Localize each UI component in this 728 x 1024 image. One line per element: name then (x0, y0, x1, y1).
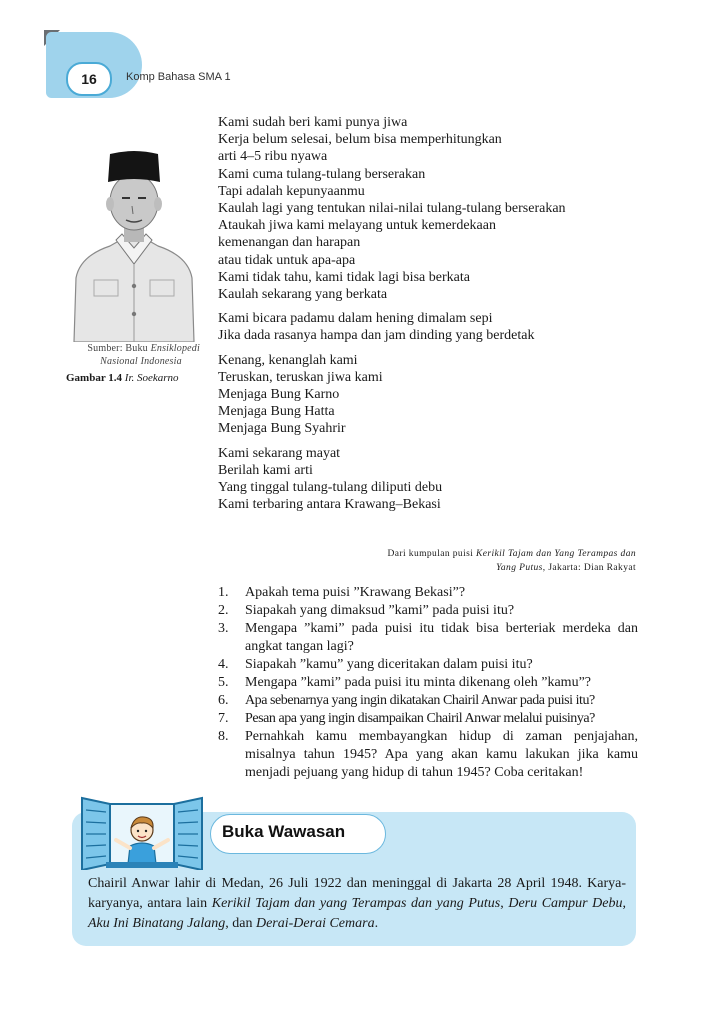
citation-book-cont: Yang Putus (496, 563, 543, 573)
question-text: Apakah tema puisi ”Krawang Bekasi”? (245, 585, 466, 600)
wawasan-work: Kerikil Tajam dan yang Terampas dan yang Putus (211, 896, 501, 911)
poem-line: Jika dada rasanya hampa dan jam dinding yang berdetak (218, 328, 535, 344)
poem-line: Kami sekarang mayat (218, 445, 341, 461)
poem-line: Kerja belum selesai, belum bisa memperhitungkan (218, 132, 502, 148)
wawasan-text (88, 874, 626, 934)
poem (218, 114, 658, 520)
question-number: 6. (218, 693, 229, 708)
question-number: 1. (218, 585, 229, 600)
question-number: 5. (218, 675, 229, 690)
book-title: Komp Bahasa SMA 1 (126, 71, 231, 83)
stanza (218, 310, 658, 344)
question-list (218, 584, 638, 782)
question-text: Apa sebenarnya yang ingin dikatakan Chairil Anwar pada puisi itu? (245, 693, 595, 708)
poem-line: Kami sudah beri kami punya jiwa (218, 115, 408, 130)
wawasan-work: Aku Ini Binatang Jalang (88, 916, 226, 931)
poem-line: Menjaga Bung Syahrir (218, 421, 346, 437)
question-item (218, 674, 638, 692)
wawasan-work: Derai-Derai Cemara (255, 916, 375, 931)
poem-line: Kaulah lagi yang tentukan nilai-nilai tulang-tulang berserakan (218, 201, 566, 217)
question-item (218, 656, 638, 674)
photo-source (66, 342, 200, 368)
wawasan-end: . (374, 916, 379, 931)
citation-book: Kerikil Tajam dan Yang Terampas dan (476, 549, 636, 559)
stanza (218, 352, 658, 438)
wawasan-separator: , dan (225, 916, 256, 931)
question-number: 2. (218, 603, 229, 618)
wawasan-title: Buka Wawasan (222, 822, 346, 841)
poem-line: Menjaga Bung Karno (218, 387, 340, 403)
question-text: Siapakah yang dimaksud ”kami” pada puisi itu? (245, 603, 515, 618)
wawasan-text-body: Chairil Anwar lahir di Medan, 26 Juli 1922 dan meninggal di Jakarta 28 April 1948. Karya-karyanya, antara lain (88, 876, 626, 911)
question-item (218, 602, 638, 620)
poem-line: Kami tidak tahu, kami tidak lagi bisa berkata (218, 269, 470, 285)
question-item (218, 710, 638, 728)
poem-line: Ataukah jiwa kami melayang untuk kemerdekaan (218, 218, 496, 234)
caption-label: Gambar 1.4 (66, 372, 123, 384)
poem-line: Kenang, kenanglah kami (218, 352, 358, 368)
question-number: 7. (218, 711, 229, 726)
question-item (218, 728, 638, 782)
source-prefix: Sumber: Buku (87, 343, 151, 354)
source-title: Ensiklopedi (150, 343, 200, 354)
figure-caption (66, 372, 179, 384)
poem-line: atau tidak untuk apa-apa (218, 252, 356, 268)
poem-line: Kami terbaring antara Krawang–Bekasi (218, 497, 441, 513)
citation-prefix: Dari kumpulan puisi (387, 549, 477, 559)
question-number: 3. (218, 621, 229, 636)
source-title-cont: Nasional Indonesia (100, 356, 182, 367)
poem-citation (218, 547, 636, 575)
citation-publisher: , Jakarta: Dian Rakyat (542, 563, 636, 573)
poem-line: arti 4–5 ribu nyawa (218, 149, 328, 165)
caption-text: Ir. Soekarno (124, 372, 179, 384)
poem-line: Kaulah sekarang yang berkata (218, 287, 388, 303)
poem-line: Yang tinggal tulang-tulang diliputi debu (218, 480, 443, 496)
stanza (218, 445, 658, 514)
stanza (218, 114, 658, 303)
question-text: Pesan apa yang ingin disampaikan Chairil Anwar melalui puisinya? (245, 711, 595, 726)
wawasan-separator: , (622, 896, 627, 911)
question-text: Siapakah ”kamu” yang diceritakan dalam puisi itu? (245, 657, 533, 672)
poem-line: Kami cuma tulang-tulang berserakan (218, 166, 426, 182)
question-number: 8. (218, 729, 229, 744)
child-window-illustration (72, 796, 212, 870)
question-item (218, 584, 638, 602)
poem-line: Menjaga Bung Hatta (218, 404, 335, 420)
poem-line: Kami bicara padamu dalam hening dimalam sepi (218, 311, 493, 327)
poem-line: Berilah kami arti (218, 462, 313, 478)
page-number: 16 (66, 62, 112, 96)
question-text: Mengapa ”kami” pada puisi itu minta dikenang oleh ”kamu”? (245, 675, 591, 690)
soekarno-photo (70, 110, 198, 342)
question-text: Mengapa ”kami” pada puisi itu tidak bisa berteriak merdeka dan angkat tangan lagi? (245, 621, 638, 654)
question-text: Pernahkah kamu membayangkan hidup di zaman penjajahan, misalnya tahun 1945? Apa yang akan kamu lakukan jika kamu menjadi pejuang yang hidup di tahun 1945? Coba ceritakan! (245, 729, 638, 780)
poem-line: Tapi adalah kepunyaanmu (218, 183, 365, 199)
poem-line: Teruskan, teruskan jiwa kami (218, 369, 383, 385)
poem-line: kemenangan dan harapan (218, 235, 361, 251)
question-item (218, 620, 638, 656)
question-number: 4. (218, 657, 229, 672)
wawasan-work: Deru Campur Debu (508, 896, 623, 911)
wawasan-separator: , (500, 896, 509, 911)
question-item (218, 692, 638, 710)
